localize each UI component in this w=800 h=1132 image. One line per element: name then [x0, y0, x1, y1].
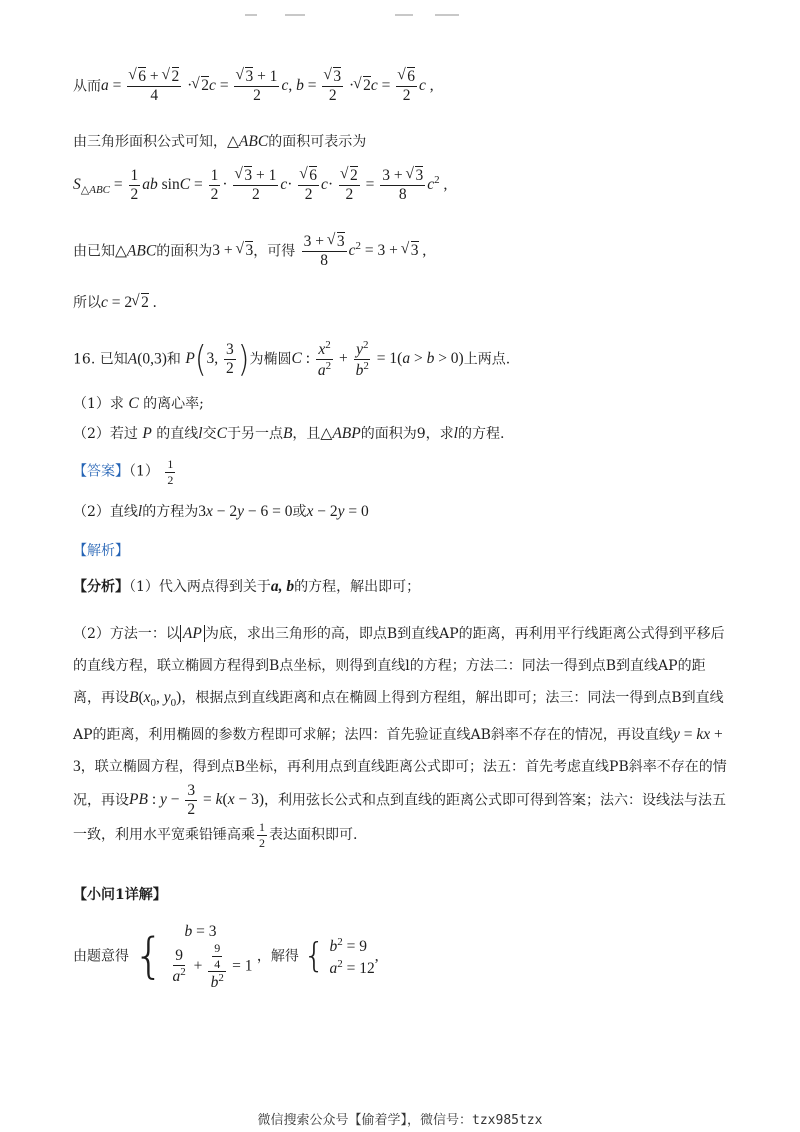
- q16-part-2: （2）若过 P 的直线l交C于另一点B，且△ABP的面积为9，求l的方程.: [73, 425, 505, 442]
- question-16: 16. 已知A(0,3)和 P(3, $\frac{3}{2}$ )为椭圆C : $\frac{x^2}{a^2}$ + $\frac{y^2}{b^2}$ = 1(a > b > 0)上两点.: [73, 338, 511, 381]
- answer-tag: 【答案】: [73, 463, 129, 480]
- eq-line-1: 从而a = √ $\frac{6 + √ 2}{4}$ ·√ 2c = √ $\frac{3 + 1}{2}$ c, b = √ $\frac{3}{2}$ ·√ 2c = √ $\frac{6}{2}$ c ,: [73, 69, 434, 105]
- eq-line-3: $S_{\triangle ABC}$ = $\frac{1}{2}$ ab sinC = $\frac{1}{2}$ · √ $\frac{3 + 1}{2}$ c· √ $\frac{6}{2}$ c· √ $\frac{2}{2}$ = $\frac{3 + √ 3}{8}$ $c^2$ ,: [73, 168, 447, 204]
- eq-line-5: 所以c = 2√ 2 .: [73, 294, 157, 313]
- fenxi-line: 【分析】（1）代入两点得到关于a, b的方程，解出即可；: [73, 578, 421, 595]
- text-congerr: 从而: [73, 78, 101, 95]
- method-paragraph: （2）方法一：以 AP 为底，求出三角形的高，即点B到直线AP的距离，再利用平行线距离公式得到平移后的直线方程，联立椭圆方程得到B点坐标，则得到直线l的方程；方法二：同法一得到点B到直线AP的距离，再设$B(x_0$, $y_0$)，根据点到直线距离和点在椭圆上得到方程组，解出即可；法三：同法一得到点B到直线AP的距离，利用椭圆的参数方程即可求解；法四：首先验证直线AB斜率不存在的情况，再设直线y = kx + 3，联立椭圆方程，得到点B坐标，再利用点到直线距离公式即可；法五：首先考虑直线PB斜率不存在的情况，再设PB : y − $\frac{3}{2}$ = k(x − 3)，利用弦长公式和点到直线的距离公式即可得到答案；法六：设线法与法五一致，利用水平宽乘铅锤高乘 $\frac{1}{2}$ 表达面积即可.: [73, 625, 727, 850]
- footer-watermark: 微信搜索公众号【偷着学】，微信号：tzx985tzx: [257, 1113, 543, 1128]
- xiaowen-1-label: 【小问1详解】: [73, 887, 167, 903]
- jiexi-label: 【解析】: [73, 543, 129, 559]
- eq-line-4: 由已知△ABC的面积为3 + √ 3，可得 $\frac{3 + √ 3}{8}$ $c^2 = 3$ + √ 3 ,: [73, 234, 426, 270]
- header-scan-mark: [245, 14, 475, 17]
- q16-part-1: （1）求 C 的离心率;: [73, 395, 204, 412]
- system-equations: 由题意得 { b = 3 $\frac{9}{a^2}$ + $\frac{\frac{9}{4}}{b^2}$ = 1 ，解得 { $b^2 = 9$ $a^2 = 12$ ,: [73, 923, 379, 992]
- answer-1: 【答案】（1） $\frac{1}{2}$: [73, 457, 174, 487]
- text-line-2: 由三角形面积公式可知，△ABC的面积可表示为: [73, 133, 367, 150]
- answer-2: （2）直线l的方程为3x − 2y − 6 = 0或x − 2y = 0: [73, 503, 369, 520]
